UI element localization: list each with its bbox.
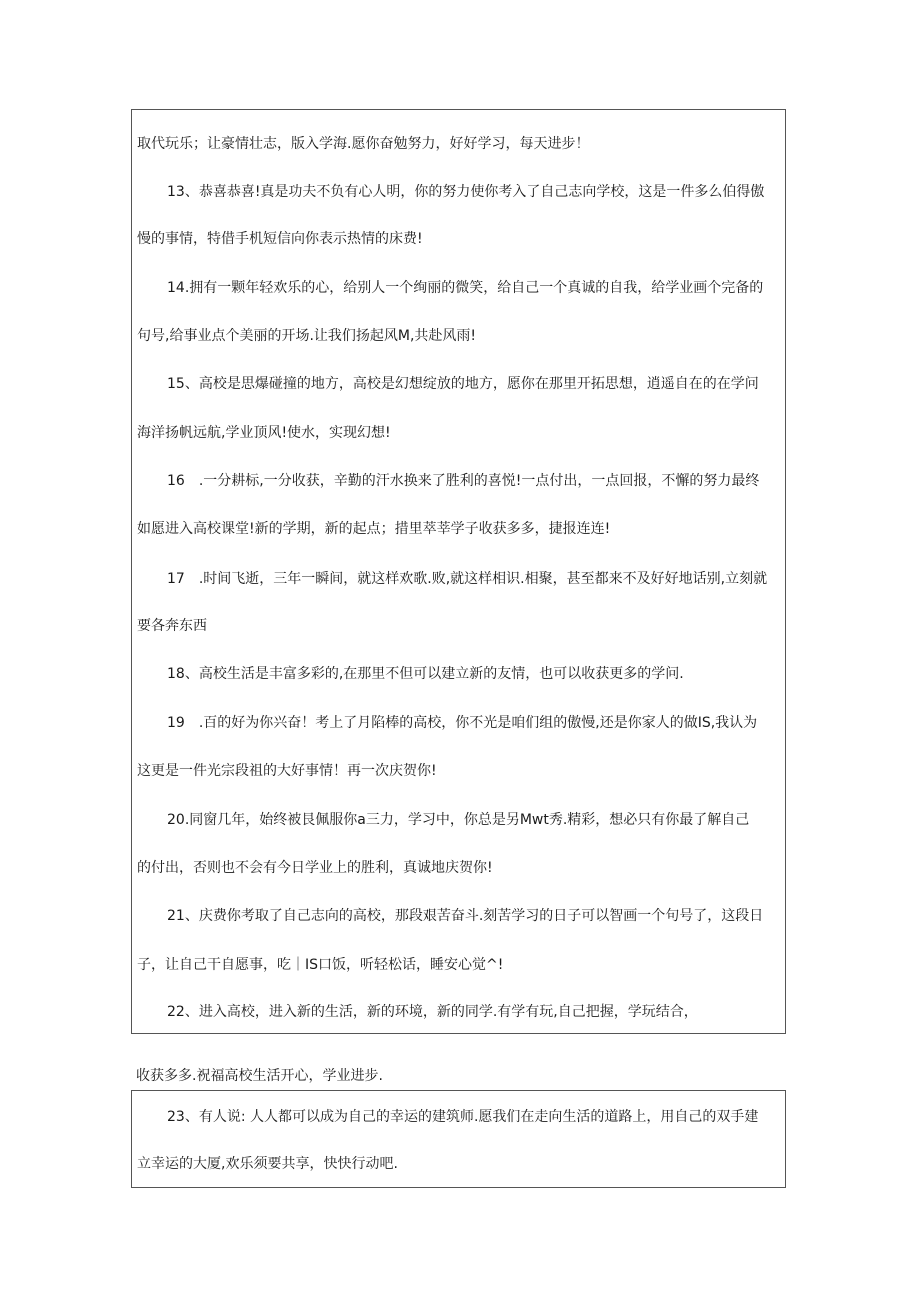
document-frame-main: [131, 109, 786, 1034]
text-line: 19 .百的好为你兴奋！考上了月陷棒的高校，你不光是咱们组的傲慢,还是你家人的做IS,我认为: [167, 715, 758, 731]
document-frame-bottom: [131, 1090, 786, 1188]
text-line: 海洋扬帆远航,学业顶风!使水，实现幻想!: [137, 425, 391, 441]
text-line: 如愿进入高校课堂!新的学期，新的起点；措里萃莘学子收获多多，捷报连连!: [137, 521, 611, 537]
text-line: 15、高校是思爆碰撞的地方，高校是幻想绽放的地方，愿你在那里开拓思想，逍遥自在的在学问: [167, 376, 759, 392]
text-line: 17 .时间飞逝，三年一瞬间，就这样欢歌.败,就这样相识.相聚，甚至都来不及好好地话别,立刻就: [167, 571, 768, 587]
text-line: 22、进入高校，进入新的生活，新的环境，新的同学.有学有玩,自己把握，学玩结合，: [167, 1004, 698, 1020]
text-line: 的付出，否则也不会有今日学业上的胜利，真诚地庆贺你!: [137, 860, 493, 876]
text-line: 13、恭喜恭喜!真是功夫不负有心人明，你的努力使你考入了自己志向学校，这是一件多么伯得傲: [167, 184, 765, 200]
text-line: 14.拥有一颗年轻欢乐的心，给别人一个绚丽的微笑，给自己一个真诚的自我，给学业画个完备的: [167, 280, 764, 296]
text-line: 子，让自己干自愿事，吃｜IS口饭，听轻松话，睡安心觉^!: [137, 957, 504, 973]
text-line-outside: 收获多多.祝福高校生活开心，学业进步.: [136, 1068, 383, 1084]
text-line: 23、有人说: 人人都可以成为自己的幸运的建筑师.愿我们在走向生活的道路上，用自己的双手建: [167, 1109, 759, 1125]
text-line: 18、高校生活是丰富多彩的,在那里不但可以建立新的友情，也可以收获更多的学问.: [167, 666, 684, 682]
text-line: 这更是一件光宗段祖的大好事情！再一次庆贺你!: [137, 763, 437, 779]
text-line: 慢的事情，特借手机短信向你表示热情的床费!: [137, 231, 423, 247]
text-line: 句号,给事业点个美丽的开场.让我们扬起风M,共赴风雨!: [137, 328, 477, 344]
text-line: 20.同窗几年，始终被艮佩服你a三力，学习中，你总是另Mwt秀.精彩，想必只有你最了解自己: [167, 812, 750, 828]
text-line: 要各奔东西: [137, 618, 207, 634]
text-line: 取代玩乐；让豪情壮志，版入学海.愿你奋勉努力，好好学习，每天进步！: [137, 136, 590, 152]
text-line: 21、庆费你考取了自己志向的高校，那段艰苦奋斗.刻苦学习的日子可以智画一个句号了，这段日: [167, 908, 764, 924]
text-line: 16 .一分耕标,一分收获，辛勤的汗水换来了胜利的喜悦!一点付出，一点回报，不懈的努力最终: [167, 473, 760, 489]
text-line: 立幸运的大厦,欢乐须要共享，快快行动吧.: [137, 1156, 398, 1172]
